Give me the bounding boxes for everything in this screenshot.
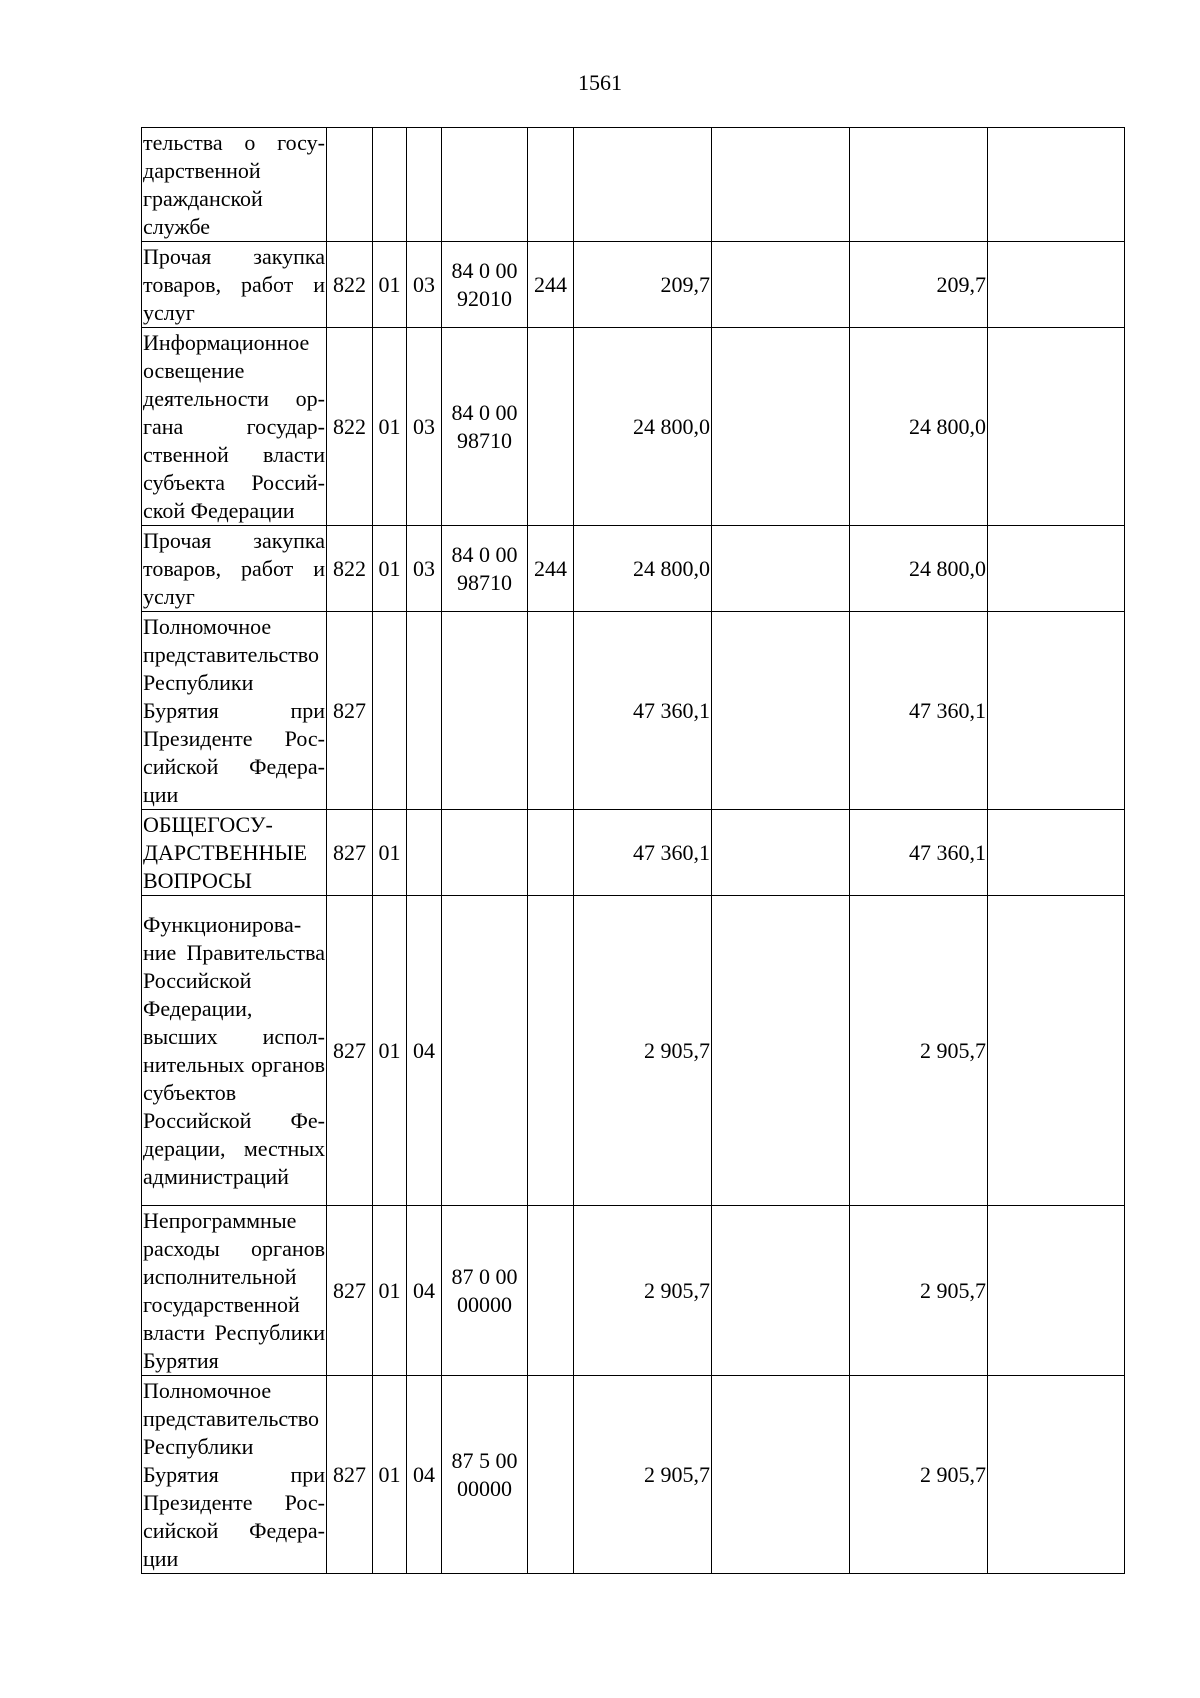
pr-code: 04 [407, 1376, 442, 1574]
table-row [142, 526, 1125, 612]
grbs-code: 822 [327, 242, 373, 328]
sum-2 [712, 896, 850, 1206]
sum-3: 24 800,0 [850, 328, 988, 526]
row-name: Прочая закупка товаров, работ и услуг [142, 242, 327, 328]
pr-code [407, 128, 442, 242]
rz-code: 01 [373, 1206, 407, 1376]
row-name: Прочая закупка товаров, работ и услуг [142, 526, 327, 612]
rz-code: 01 [373, 526, 407, 612]
table-row [142, 128, 1125, 242]
sum-4 [988, 612, 1125, 810]
row-name: Информационное освещение деятельности органа государственной власти субъекта Российской Федерации [142, 328, 327, 526]
kcsr-code: 84 0 00 98710 [442, 328, 528, 526]
table-row [142, 896, 1125, 1206]
rz-code [373, 612, 407, 810]
table-row [142, 328, 1125, 526]
kcsr-code [442, 128, 528, 242]
table-row [142, 242, 1125, 328]
sum-3: 24 800,0 [850, 526, 988, 612]
grbs-code [327, 128, 373, 242]
row-name: ОБЩЕГОСУДАРСТВЕННЫЕ ВОПРОСЫ [142, 810, 327, 896]
kcsr-code: 84 0 00 98710 [442, 526, 528, 612]
rz-code: 01 [373, 1376, 407, 1574]
sum-1: 2 905,7 [574, 1376, 712, 1574]
grbs-code: 827 [327, 810, 373, 896]
pr-code [407, 810, 442, 896]
table-row [142, 810, 1125, 896]
vr-code [528, 810, 574, 896]
sum-2 [712, 810, 850, 896]
kcsr-code [442, 896, 528, 1206]
sum-3: 47 360,1 [850, 612, 988, 810]
sum-1: 24 800,0 [574, 328, 712, 526]
pr-code [407, 612, 442, 810]
sum-3: 47 360,1 [850, 810, 988, 896]
sum-2 [712, 612, 850, 810]
sum-4 [988, 526, 1125, 612]
row-name: Непрограммные расходы органов исполнительной государственной власти Республики Бурятия [142, 1206, 327, 1376]
grbs-code: 827 [327, 1376, 373, 1574]
grbs-code: 822 [327, 328, 373, 526]
sum-3 [850, 128, 988, 242]
sum-2 [712, 242, 850, 328]
budget-table [141, 127, 1125, 1574]
pr-code: 04 [407, 896, 442, 1206]
sum-4 [988, 242, 1125, 328]
sum-2 [712, 328, 850, 526]
table-row [142, 612, 1125, 810]
pr-code: 04 [407, 1206, 442, 1376]
grbs-code: 827 [327, 1206, 373, 1376]
row-name: Функционирование Правительства Российской Федерации, высших исполнительных органов субъектов Российской Федерации, местных администраций [142, 896, 327, 1206]
row-name: тельства о государственной гражданской службе [142, 128, 327, 242]
sum-4 [988, 1206, 1125, 1376]
sum-2 [712, 1206, 850, 1376]
vr-code [528, 1376, 574, 1574]
sum-3: 2 905,7 [850, 896, 988, 1206]
rz-code [373, 128, 407, 242]
sum-1: 47 360,1 [574, 612, 712, 810]
row-name: Полномочное представительство Республики Бурятия при Президенте Российской Федерации [142, 612, 327, 810]
sum-1: 209,7 [574, 242, 712, 328]
sum-4 [988, 810, 1125, 896]
table-row [142, 1206, 1125, 1376]
sum-4 [988, 128, 1125, 242]
kcsr-code: 87 5 00 00000 [442, 1376, 528, 1574]
vr-code [528, 612, 574, 810]
sum-4 [988, 896, 1125, 1206]
sum-2 [712, 128, 850, 242]
page-number: 1561 [578, 70, 622, 95]
sum-1: 24 800,0 [574, 526, 712, 612]
sum-2 [712, 1376, 850, 1574]
sum-1: 2 905,7 [574, 896, 712, 1206]
sum-3: 2 905,7 [850, 1376, 988, 1574]
table-row [142, 1376, 1125, 1574]
kcsr-code [442, 612, 528, 810]
sum-1: 47 360,1 [574, 810, 712, 896]
pr-code: 03 [407, 526, 442, 612]
rz-code: 01 [373, 328, 407, 526]
sum-4 [988, 1376, 1125, 1574]
rz-code: 01 [373, 896, 407, 1206]
grbs-code: 827 [327, 896, 373, 1206]
vr-code: 244 [528, 526, 574, 612]
grbs-code: 827 [327, 612, 373, 810]
sum-3: 2 905,7 [850, 1206, 988, 1376]
vr-code [528, 896, 574, 1206]
rz-code: 01 [373, 242, 407, 328]
kcsr-code [442, 810, 528, 896]
pr-code: 03 [407, 328, 442, 526]
sum-1 [574, 128, 712, 242]
kcsr-code: 84 0 00 92010 [442, 242, 528, 328]
vr-code [528, 1206, 574, 1376]
sum-3: 209,7 [850, 242, 988, 328]
vr-code [528, 328, 574, 526]
kcsr-code: 87 0 00 00000 [442, 1206, 528, 1376]
sum-4 [988, 328, 1125, 526]
sum-1: 2 905,7 [574, 1206, 712, 1376]
pr-code: 03 [407, 242, 442, 328]
grbs-code: 822 [327, 526, 373, 612]
vr-code: 244 [528, 242, 574, 328]
rz-code: 01 [373, 810, 407, 896]
sum-2 [712, 526, 850, 612]
row-name: Полномочное представительство Республики Бурятия при Президенте Российской Федерации [142, 1376, 327, 1574]
vr-code [528, 128, 574, 242]
